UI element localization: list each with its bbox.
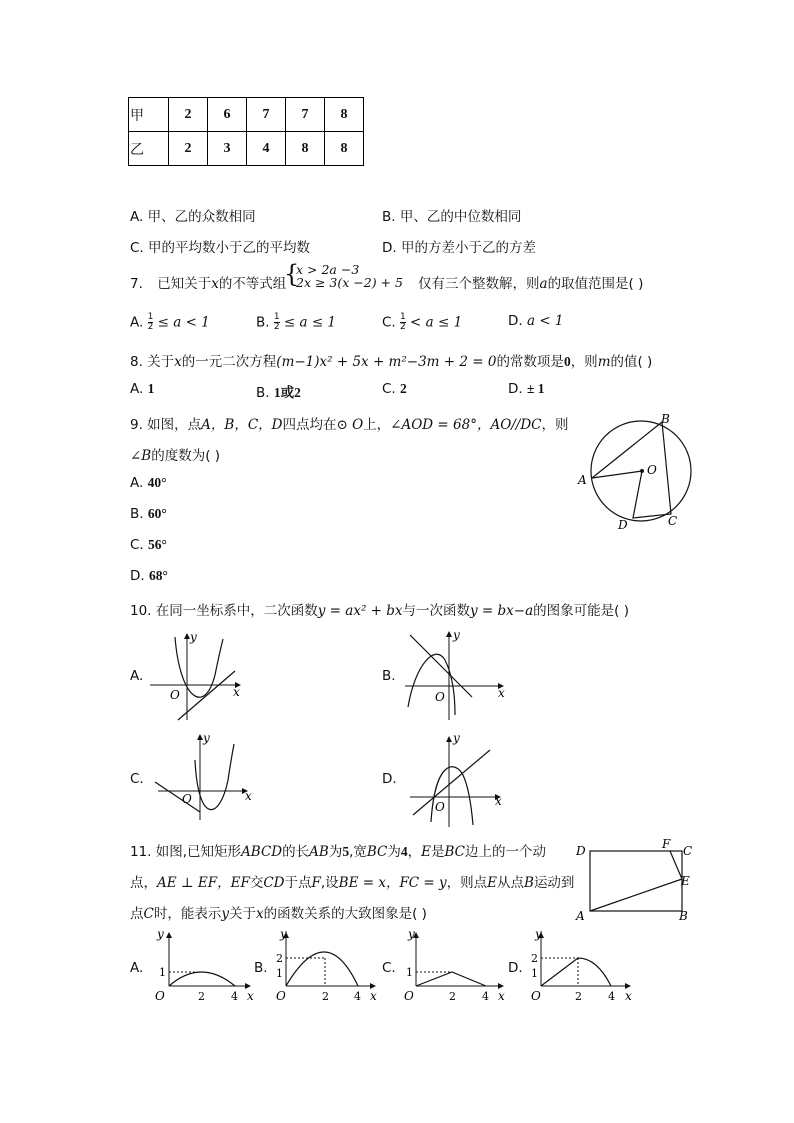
origin-label: O	[182, 792, 192, 806]
label-f: F	[662, 837, 671, 851]
q6-option-c: C. 甲的平均数小于乙的平均数	[130, 240, 311, 256]
q10-func-1: y = ax² + bx	[317, 603, 403, 619]
question-11-line2	[130, 871, 574, 891]
question-9	[130, 413, 569, 433]
q8-equation: (m−1)x² + 5x + m²−3m + 2 = 0	[276, 354, 497, 370]
tick-4: 4	[231, 990, 238, 1003]
q11-text: ，则点	[446, 875, 488, 891]
tick-1: 1	[406, 966, 413, 979]
origin-label: O	[155, 989, 165, 1003]
option-letter: C.	[382, 314, 396, 331]
q9-option-c	[130, 537, 167, 553]
option-letter: D.	[130, 568, 145, 584]
option-letter: B.	[256, 314, 270, 331]
option-value: a < 1	[526, 313, 564, 329]
option-letter: B.	[256, 385, 270, 401]
x-label: x	[233, 685, 240, 699]
label-o: O	[647, 463, 657, 477]
table-cell: 6	[208, 98, 247, 132]
table-cell: 7	[247, 98, 286, 132]
label-a: A	[578, 473, 587, 487]
q11-text: ,宽	[349, 844, 367, 860]
line	[410, 635, 472, 697]
q8-var: m	[597, 354, 611, 370]
curve	[286, 952, 358, 986]
y-label: y	[453, 731, 460, 745]
q10-option-d-label: D.	[382, 771, 397, 787]
tick-2-y: 2	[531, 952, 538, 965]
q11-graph-a	[145, 928, 257, 1003]
origin-label: O	[531, 989, 541, 1003]
q8-text: 的值( )	[610, 354, 653, 370]
option-value: ± 1	[526, 381, 545, 396]
q7-ineq-2: 2x ≥ 3(x −2) + 5	[296, 275, 403, 290]
q11-text: 是	[430, 844, 445, 860]
q7-brace: {	[284, 260, 300, 288]
q10-graph-b	[400, 625, 515, 725]
option-value: 68°	[148, 568, 168, 583]
fraction-half	[148, 313, 154, 332]
q11-math: BE = x，FC = y	[338, 875, 447, 891]
q10-text: 与一次函数	[402, 603, 471, 619]
q10-option-a-label: A.	[130, 668, 144, 684]
q11-var: CD	[263, 875, 285, 891]
q11-text: 为	[328, 844, 343, 860]
option-value: 56°	[148, 537, 167, 552]
q9-text: 9. 如图，点	[130, 417, 202, 433]
q8-text: 的一元二次方程	[181, 354, 277, 370]
q11-text: 11. 如图,已知矩形	[130, 844, 242, 860]
q11-var: C	[143, 906, 154, 922]
tick-2: 2	[198, 990, 205, 1003]
q7-system	[296, 263, 403, 289]
q11-text: 的函数关系的大致图象是( )	[263, 906, 427, 922]
tick-2: 2	[322, 990, 329, 1003]
label-c: C	[668, 514, 678, 528]
q11-var: x	[255, 906, 264, 922]
q11-option-c-label: C.	[382, 960, 396, 976]
q11-var: E	[421, 844, 431, 860]
y-label: y	[203, 731, 210, 745]
q8-option-c	[382, 381, 407, 397]
q11-option-a-label: A.	[130, 960, 144, 976]
q9-option-b	[130, 506, 167, 522]
y-label: y	[535, 928, 542, 941]
question-10	[130, 599, 629, 619]
y-label: y	[190, 630, 197, 644]
line	[155, 782, 200, 812]
q7-option-b	[256, 313, 336, 332]
option-value: 2	[400, 381, 407, 396]
q10-graph-d	[405, 730, 515, 830]
q11-text: 于点	[284, 875, 312, 891]
option-letter: A.	[130, 381, 144, 397]
q11-var: E	[487, 875, 498, 891]
option-letter: D.	[508, 313, 523, 329]
y-label: y	[280, 928, 287, 941]
q9-option-d	[130, 568, 168, 584]
q9-angle: ∠AOD = 68°，AO//DC	[390, 417, 542, 433]
label-b: B	[679, 909, 688, 923]
q11-text: 的长	[282, 844, 310, 860]
tick-2: 2	[575, 990, 582, 1003]
option-value: ≤ a ≤ 1	[283, 314, 337, 331]
q11-text: 点，	[130, 875, 157, 891]
q8-option-d	[508, 381, 545, 397]
label-a: A	[576, 909, 585, 923]
origin-label: O	[435, 690, 445, 704]
option-letter: A.	[130, 475, 144, 491]
frac-den: 2	[147, 322, 154, 332]
frac-den: 2	[273, 322, 280, 332]
q6-option-d: D. 甲的方差小于乙的方差	[382, 240, 536, 256]
y-arrow	[446, 631, 452, 637]
curve	[541, 958, 611, 986]
q9-circle: ⊙ O	[336, 417, 364, 433]
y-arrow	[446, 736, 452, 742]
segment-ae	[590, 879, 682, 911]
center-point	[640, 469, 644, 473]
question-11-line1	[130, 840, 546, 860]
q10-func-2: y = bx−a	[470, 603, 534, 619]
parabola	[431, 767, 473, 825]
q7-ineq-1: x > 2a −3	[296, 262, 360, 277]
label-d: D	[618, 518, 628, 532]
q11-var: y	[221, 906, 229, 922]
option-value: 1	[147, 381, 155, 396]
q11-graph-c	[398, 928, 510, 1003]
q11-var: BC	[366, 844, 388, 860]
table-cell: 3	[208, 132, 247, 166]
x-label: x	[495, 794, 502, 808]
fraction-half	[274, 313, 280, 332]
option-letter: B.	[130, 506, 144, 522]
q11-text: ,设	[320, 875, 339, 891]
q7-var: x	[211, 276, 219, 292]
q11-text: 点	[130, 906, 144, 922]
q7-number: 7.	[130, 276, 143, 292]
option-letter: A.	[130, 314, 144, 331]
x-label: x	[370, 989, 377, 1003]
q9-text: ，则	[541, 417, 569, 433]
q10-text: 的图象可能是( )	[533, 603, 629, 619]
frac-num: 1	[273, 312, 280, 322]
y-label: y	[453, 628, 460, 642]
q6-option-b: B. 甲、乙的中位数相同	[382, 209, 522, 225]
q10-graph-c	[150, 730, 260, 825]
q11-text: 边上的一个动	[465, 844, 546, 860]
q8-zero: 0	[563, 354, 571, 369]
x-label: x	[247, 989, 254, 1003]
table-row	[129, 98, 364, 132]
fraction-half	[400, 313, 406, 332]
q9-circle-figure	[575, 405, 705, 535]
q10-graph-a	[145, 625, 255, 725]
origin-label: O	[170, 688, 180, 702]
q6-option-a: A. 甲、乙的众数相同	[130, 209, 256, 225]
q7-option-d	[508, 313, 564, 329]
label-b: B	[661, 412, 670, 426]
q11-text: 交	[249, 875, 264, 891]
q11-math: AE ⊥ EF，EF	[157, 875, 250, 891]
q7-text: 已知关于	[157, 276, 212, 292]
label-c: C	[683, 844, 693, 858]
q8-var: x	[174, 354, 182, 370]
label-e: E	[681, 874, 690, 888]
table-cell: 2	[169, 132, 208, 166]
x-label: x	[498, 686, 505, 700]
question-8	[130, 350, 652, 370]
table-cell: 2	[169, 98, 208, 132]
frac-num: 1	[147, 312, 154, 322]
q11-option-b-label: B.	[254, 960, 268, 976]
table-cell: 8	[286, 132, 325, 166]
tick-1: 1	[159, 966, 166, 979]
q11-text: 运动到	[533, 875, 575, 891]
q8-option-b	[256, 381, 301, 401]
q8-option-a	[130, 381, 154, 397]
question-9-line2	[130, 444, 220, 464]
tick-1: 1	[531, 967, 538, 980]
frac-den: 2	[400, 322, 406, 332]
q11-var: F	[311, 875, 321, 891]
question-7	[130, 272, 286, 292]
y-label: y	[408, 928, 415, 941]
q9-text: 上，	[363, 417, 391, 433]
table-cell: 4	[247, 132, 286, 166]
option-letter: C.	[130, 537, 144, 553]
tick-4: 4	[482, 990, 489, 1003]
x-label: x	[625, 989, 632, 1003]
option-value: < a ≤ 1	[410, 314, 463, 331]
x-label: x	[498, 989, 505, 1003]
q7-text: 的不等式组	[218, 276, 287, 292]
q11-var: B	[524, 875, 534, 891]
q9-text: 的度数为( )	[151, 448, 221, 464]
y-label: y	[157, 928, 164, 941]
q7-text: 的取值范围是( )	[547, 276, 644, 292]
q11-graph-b	[270, 928, 382, 1003]
tick-2-y: 2	[276, 952, 283, 965]
question-11-line3	[130, 902, 427, 922]
q10-option-b-label: B.	[382, 668, 396, 684]
q7-option-c	[382, 313, 462, 332]
q10-text: 10. 在同一坐标系中，二次函数	[130, 603, 318, 619]
tick-4: 4	[354, 990, 361, 1003]
option-value: 60°	[147, 506, 167, 521]
table-cell: 7	[286, 98, 325, 132]
q11-num: 4	[400, 844, 408, 859]
q11-text: 关于	[228, 906, 256, 922]
q9-option-a	[130, 475, 167, 491]
parabola	[195, 744, 234, 810]
label-d: D	[576, 844, 586, 858]
frac-num: 1	[400, 312, 406, 322]
q9-points: A，B，C，D	[201, 417, 283, 433]
y-arrow	[166, 932, 172, 938]
q11-text: 为	[387, 844, 401, 860]
x-label: x	[245, 789, 252, 803]
curve	[169, 972, 235, 986]
q7-var: a	[539, 276, 548, 292]
q10-option-c-label: C.	[130, 771, 144, 787]
row-label: 甲	[129, 98, 169, 132]
origin-label: O	[404, 989, 414, 1003]
q9-text: 四点均在	[282, 417, 337, 433]
option-letter: C.	[382, 381, 396, 397]
q8-text: 8. 关于	[130, 354, 175, 370]
q7-text: 仅有三个整数解，则	[418, 276, 540, 292]
q11-graph-d	[525, 928, 637, 1003]
q11-text: ，	[407, 844, 422, 860]
q7-option-a	[130, 313, 210, 332]
q8-text: ，则	[570, 354, 598, 370]
q11-text: 从点	[497, 875, 525, 891]
q7-tail	[418, 272, 643, 292]
tick-1: 1	[276, 967, 283, 980]
q9-angle-b: ∠B	[130, 448, 152, 464]
q11-text: 时，能表示	[153, 906, 222, 922]
tick-2: 2	[449, 990, 456, 1003]
q11-var: ABCD	[241, 844, 283, 860]
rectangle	[590, 851, 682, 911]
q11-num: 5	[342, 844, 350, 859]
option-value: 40°	[147, 475, 167, 490]
score-table	[128, 97, 364, 166]
table-row	[129, 132, 364, 166]
table-cell: 8	[325, 98, 364, 132]
q11-var: AB	[309, 844, 329, 860]
option-value: ≤ a < 1	[157, 314, 210, 331]
origin-label: O	[435, 800, 445, 814]
q11-var: BC	[444, 844, 465, 860]
option-value: 1或2	[273, 385, 301, 400]
option-letter: D.	[508, 381, 523, 397]
q11-rectangle-figure	[572, 835, 702, 930]
q8-text: 的常数项是	[496, 354, 564, 370]
parabola	[408, 654, 455, 715]
table-cell: 8	[325, 132, 364, 166]
polyline	[416, 972, 486, 986]
origin-label: O	[276, 989, 286, 1003]
q11-option-d-label: D.	[508, 960, 523, 976]
line	[413, 750, 490, 815]
tick-4: 4	[608, 990, 615, 1003]
row-label: 乙	[129, 132, 169, 166]
